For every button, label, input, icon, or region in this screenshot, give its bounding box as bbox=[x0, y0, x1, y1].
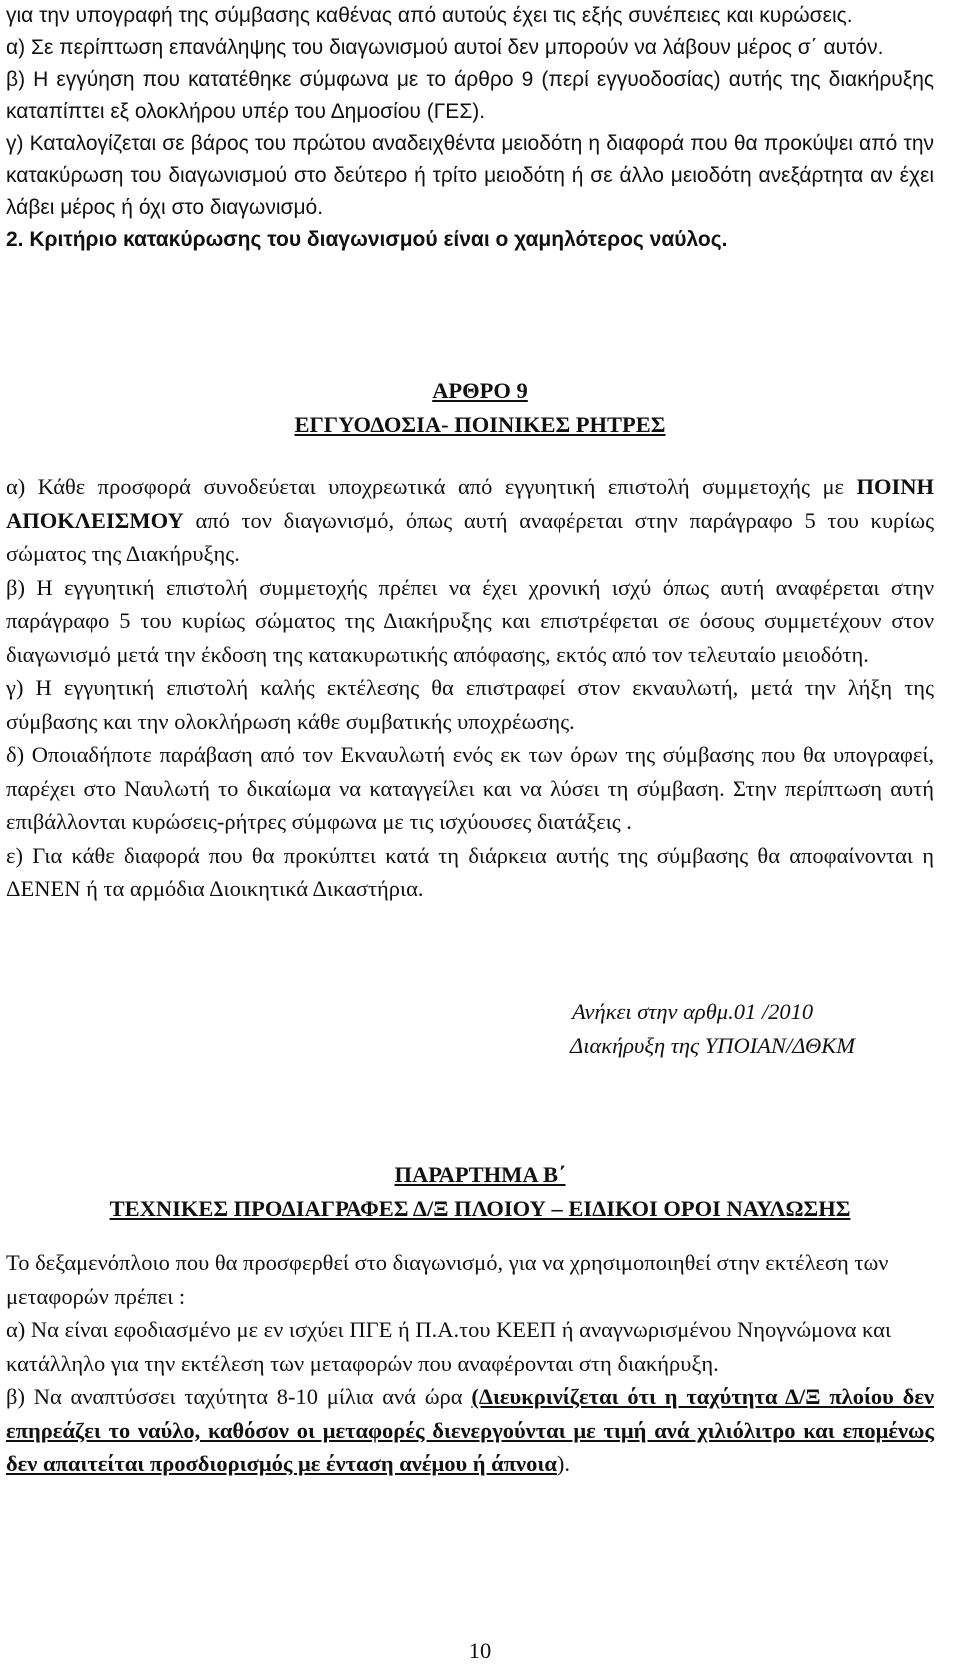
article-9-paragraph-d: δ) Οποιαδήποτε παράβαση από τον Εκναυλωτή ενός εκ των όρων της σύμβασης που θα υπογραφεί, παρέχει στο Ναυλωτή το δικαίωμα να καταγγείλει και να λύσει τη σύμβαση. Στην περίπτωση αυτή επιβάλλονται κυρώσεις-ρήτρες σύμφωνα με τις ισχύουσες διατάξεις . bbox=[6, 742, 934, 834]
annex-intro: Το δεξαμενόπλοιο που θα προσφερθεί στο διαγωνισμό, για να χρησιμοποιηθεί στην εκτέλεση των μεταφορών πρέπει : bbox=[6, 1250, 889, 1309]
paragraph-a: α) Σε περίπτωση επανάληψης του διαγωνισμού αυτοί δεν μπορούν να λάβουν μέρος σ΄ αυτόν. bbox=[6, 36, 884, 59]
annex-body bbox=[6, 1246, 934, 1481]
article-9-heading bbox=[0, 374, 960, 441]
annex-heading bbox=[0, 1158, 960, 1225]
article-9-a-bold: ΠΟΙΝΗ ΑΠΟΚΛΕΙΣΜΟΥ bbox=[6, 474, 934, 533]
article-9-body bbox=[6, 470, 934, 906]
paragraph-b: β) Η εγγύηση που κατατέθηκε σύμφωνα με το άρθρο 9 (περί εγγυοδοσίας) αυτής της διακήρυξης καταπίπτει εξ ολοκλήρου υπέρ του Δημοσίου (ΓΕΣ). bbox=[6, 68, 934, 123]
article-9-paragraph-a bbox=[6, 470, 934, 571]
annex-b-text-end: ). bbox=[556, 1451, 571, 1476]
article-9-a-text: α) Κάθε προσφορά συνοδεύεται υποχρεωτικά από εγγυητική επιστολή συμμετοχής με bbox=[6, 474, 857, 499]
article-9-subtitle: ΕΓΓΥΟΔΟΣΙΑ- ΠΟΙΝΙΚΕΣ ΡΗΤΡΕΣ bbox=[294, 411, 666, 437]
article-9-title: ΑΡΘΡΟ 9 bbox=[432, 378, 528, 403]
article-9-paragraph-c: γ) Η εγγυητική επιστολή καλής εκτέλεσης θα επιστραφεί στον εκναυλωτή, μετά την λήξη της σύμβασης και την ολοκλήρωση κάθε συμβατικής υποχρέωσης. bbox=[6, 675, 934, 734]
article-9-a-text-end: από τον διαγωνισμό, όπως αυτή αναφέρεται στην παράγραφο 5 του κυρίως σώματος της Διακήρυξης. bbox=[6, 507, 934, 566]
page-number: 10 bbox=[468, 1638, 492, 1663]
annex-subtitle: ΤΕΧΝΙΚΕΣ ΠΡΟΔΙΑΓΡΑΦΕΣ Δ/Ξ ΠΛΟΙΟΥ – ΕΙΔΙΚΟΙ ΟΡΟΙ ΝΑΥΛΩΣΗΣ bbox=[109, 1195, 851, 1221]
annex-b-bold: (Διευκρινίζεται ότι η ταχύτητα Δ/Ξ πλοίου δεν επηρεάζει το ναύλο, καθόσον οι μεταφορές διενεργούνται με τιμή ανά χιλιόλιτρο και επομένως δεν απαιτείται προσδιορισμός με ένταση ανέμου ή άπνοια bbox=[6, 1384, 934, 1476]
signature-line-2: Διακήρυξη της ΥΠΟΙΑΝ/ΔΘΚΜ bbox=[570, 1032, 856, 1058]
article-9-paragraph-e: ε) Για κάθε διαφορά που θα προκύπτει κατά τη διάρκεια αυτής της σύμβασης θα αποφαίνονται η ΔΕΝΕΝ ή τα αρμόδια Διοικητικά Δικαστήρια. bbox=[6, 842, 934, 901]
annex-b-text: β) Να αναπτύσσει ταχύτητα 8-10 μίλια ανά ώρα bbox=[6, 1384, 472, 1409]
paragraph-award-criterion: 2. Κριτήριο κατακύρωσης του διαγωνισμού είναι ο χαμηλότερος ναύλος. bbox=[6, 228, 728, 251]
paragraph-c: γ) Καταλογίζεται σε βάρος του πρώτου αναδειχθέντα μειοδότη η διαφορά που θα προκύψει από την κατακύρωση του διαγωνισμού στο δεύτερο ή τρίτο μειοδότη ή σε άλλο μειοδότη ανεξάρτητα αν έχει λάβει μέρος ή όχι στο διαγωνισμό. bbox=[6, 132, 934, 219]
annex-paragraph-b bbox=[6, 1380, 934, 1481]
paragraph-consequences: για την υπογραφή της σύμβασης καθένας από αυτούς έχει τις εξής συνέπειες και κυρώσεις. bbox=[6, 4, 853, 27]
signature-line-1: Ανήκει στην αρθμ.01 /2010 bbox=[572, 999, 814, 1024]
article-9-paragraph-b: β) Η εγγυητική επιστολή συμμετοχής πρέπει να έχει χρονική ισχύ όπως αυτή αναφέρεται στην παράγραφο 5 του κυρίως σώματος της Διακήρυξης και επιστρέφεται σε όσους συμμετέχουν στον διαγωνισμό μετά την έκδοση της κατακυρωτικής απόφασης, εκτός από τον τελευταίο μειοδότη. bbox=[6, 574, 934, 667]
annex-paragraph-a: α) Να είναι εφοδιασμένο με εν ισχύει ΠΓΕ ή Π.Α.του ΚΕΕΠ ή αναγνωρισμένου Νηογνώμονα και κατάλληλο για την εκτέλεση των μεταφορών που αναφέρονται στη διακήρυξη. bbox=[6, 1317, 892, 1376]
annex-title: ΠΑΡΑΡΤΗΜΑ Β΄ bbox=[394, 1162, 566, 1187]
signature-block bbox=[570, 995, 930, 1062]
previous-article-continuation bbox=[6, 0, 934, 256]
